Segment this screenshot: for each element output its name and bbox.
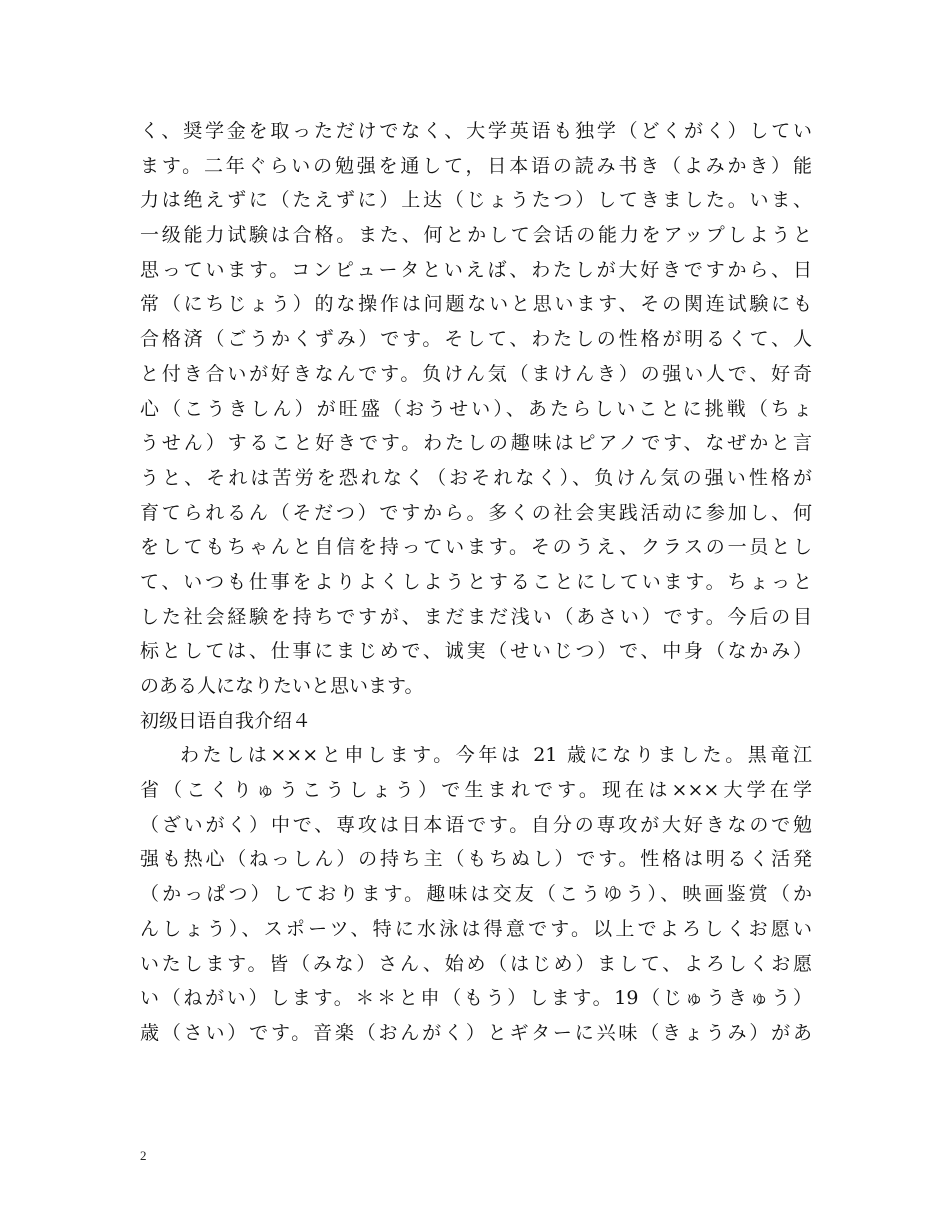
text-line: のある人になりたいと思います。 [140, 675, 424, 697]
text-line: 合格済（ごうかくずみ）です。そして、わたしの性格が明るくて、人 [140, 328, 812, 351]
text-line: うせん）すること好きです。わたしの趣味はピアノです、なぜかと言 [140, 432, 812, 455]
text-line: 常（にちじょう）的な操作は问题ないと思います、その関连试験にも [140, 293, 812, 316]
body-text [140, 114, 812, 1051]
text-line: いたします。皆（みな）さん、始め（はじめ）まして、よろしくお愿 [140, 952, 812, 975]
paragraph-1 [140, 114, 812, 704]
text-line: く、奨学金を取っただけでなく、大学英语も独学（どくがく）してい [140, 120, 812, 142]
text-line: （かっぱつ）しております。趣味は交友（こうゆう）、映画鉴赏（か [140, 883, 812, 906]
text-line: （ざいがく）中で、専攻は日本语です。自分の専攻が大好きなので勉 [140, 813, 812, 836]
text-line: 力は绝えずに（たえずに）上达（じょうたつ）してきました。いま、 [140, 189, 812, 212]
text-line: んしょう）、スポーツ、特に水泳は得意です。以上でよろしくお愿い [140, 917, 812, 940]
text-line: 心（こうきしん）が旺盛（おうせい）、あたらしいことに挑戦（ちょ [140, 397, 812, 420]
text-line: をしてもちゃんと自信を持っています。そのうえ、クラスの一员とし [140, 536, 812, 559]
text-line: わたしは×××と申します。今年は 21 歳になりました。黒竜江 [180, 744, 812, 767]
text-line: した社会経験を持ちですが、まだまだ浅い（あさい）です。今后の目 [140, 605, 812, 628]
text-line: 思っています。コンピュータといえば、わたしが大好きですから、日 [140, 258, 812, 281]
section-heading: 初级日语自我介绍４ [140, 709, 312, 732]
text-line: 省（こくりゅうこうしょう）で生まれです。现在は×××大学在学 [140, 779, 812, 802]
text-line: い（ねがい）します。＊＊と申（もう）します。19（じゅうきゅう） [140, 987, 812, 1010]
page-number: 2 [140, 1148, 147, 1163]
text-line: うと、それは苦労を恐れなく（おそれなく）、负けん気の强い性格が [140, 466, 812, 489]
text-line: と付き合いが好きなんです。负けん気（まけんき）の强い人で、好奇 [140, 362, 812, 385]
text-line: 标としては、仕事にまじめで、诚実（せいじつ）で、中身（なかみ） [140, 640, 812, 663]
paragraph-2 [140, 738, 812, 1050]
text-line: ます。二年ぐらいの勉强を通して，日本语の読み书き（よみかき）能 [140, 154, 812, 177]
text-line: 强も热心（ねっしん）の持ち主（もちぬし）です。性格は明るく活発 [140, 848, 812, 871]
text-line: 育てられるん（そだつ）ですから。多くの社会実践活动に参加し、何 [140, 501, 812, 524]
text-line: 一级能力试験は合格。また、何とかして会话の能力をアップしようと [140, 224, 812, 247]
text-line: て、いつも仕事をよりよくしようとすることにしています。ちょっと [140, 570, 812, 593]
text-line: 歳（さい）です。音楽（おんがく）とギターに兴味（きょうみ）があ [140, 1021, 812, 1044]
